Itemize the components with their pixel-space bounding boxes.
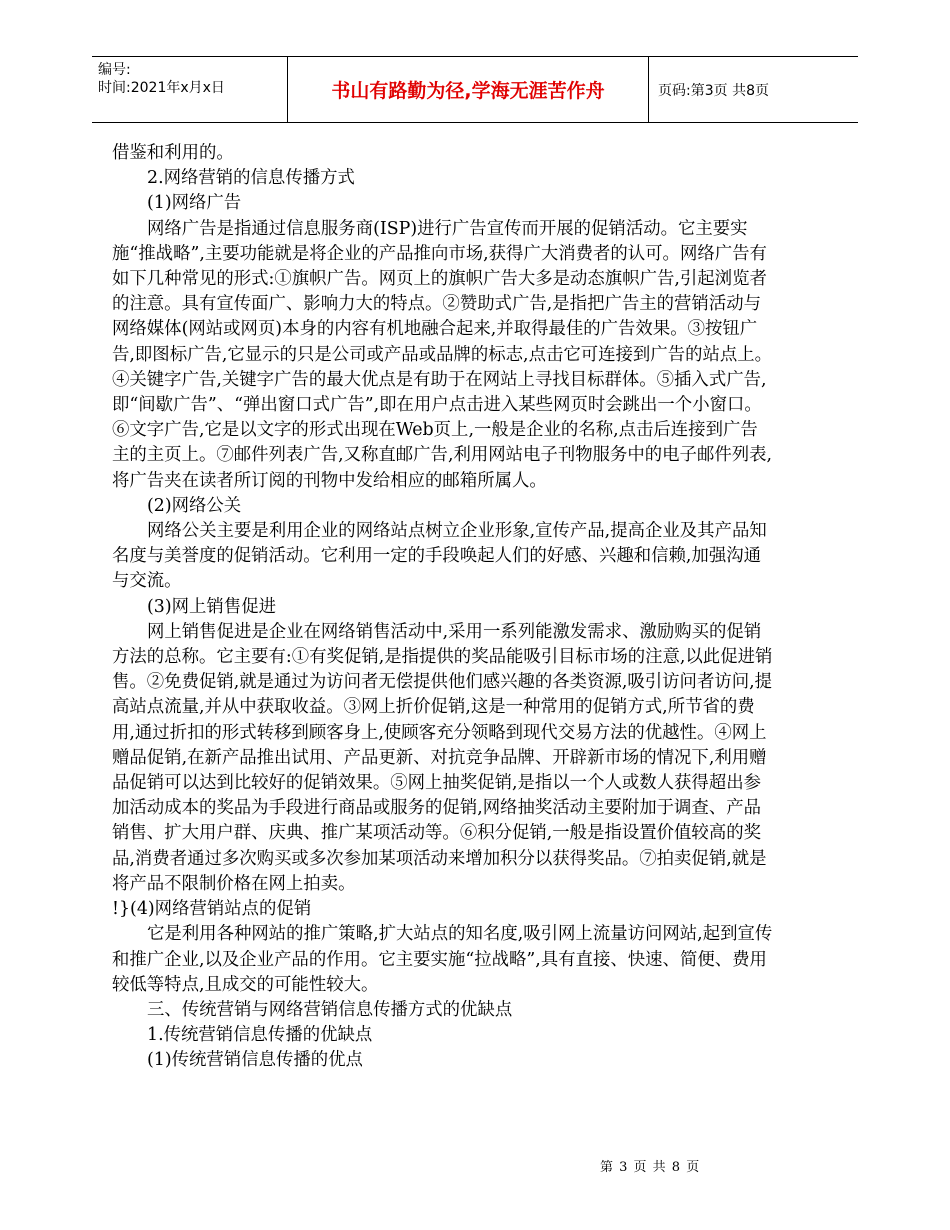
subsection-heading: (2)网络公关 <box>147 495 242 516</box>
document-time-label: 时间:2021年x月x日 <box>98 80 225 96</box>
subsection-heading: (3)网上销售促进 <box>147 596 276 617</box>
paragraph: 网络广告是指通过信息服务商(ISP)进行广告宣传而开展的促销活动。它主要实施“推战略”,主要功能就是将企业的产品推向市场,获得广大消费者的认可。网络广告有如下几种常见的形式:①旗帜广告。网页上的旗帜广告大多是动态旗帜广告,引起浏览者的注意。具有宣传面广、影响力大的特点。②赞助式广告,是指把广告主的营销活动与网络媒体(网站或网页)本身的内容有机地融合起来,并取得最佳的广告效果。③按钮广告,即图标广告,它显示的只是公司或产品或品牌的标志,点击它可连接到广告的站点上。④关键字广告,关键字广告的最大优点是有助于在网站上寻找目标群体。⑤插入式广告,即“间歇广告”、“弹出窗口式广告”,即在用户点击进入某些网页时会跳出一个小窗口。⑥文字广告,它是以文字的形式出现在Web页上,一般是企业的名称,点击后连接到广告主的主页上。⑦邮件列表广告,又称直邮广告,利用网站电子刊物服务中的电子邮件列表,将广告夹在读者所订阅的刊物中发给相应的邮箱所属人。 <box>112 218 773 491</box>
page-header <box>92 56 858 123</box>
paragraph: 借鉴和利用的。 <box>112 143 234 163</box>
section-heading: 三、传统营销与网络营销信息传播方式的优缺点 <box>147 999 513 1020</box>
page-footer: 第 3 页 共 8 页 <box>600 1160 701 1175</box>
subsection-heading: !}(4)网络营销站点的促销 <box>112 899 312 920</box>
header-motto: 书山有路勤为径,学海无涯苦作舟 <box>287 57 649 122</box>
document-number-label: 编号: <box>98 62 131 78</box>
document-body <box>112 141 774 1074</box>
section-heading: 2.网络营销的信息传播方式 <box>147 168 355 189</box>
header-meta <box>98 61 278 97</box>
subsection-heading: (1)网络广告 <box>147 193 242 214</box>
section-heading: 1.传统营销信息传播的优缺点 <box>147 1025 373 1046</box>
subsection-heading: (1)传统营销信息传播的优点 <box>147 1050 363 1071</box>
paragraph: 它是利用各种网站的推广策略,扩大站点的知名度,吸引网上流量访问网站,起到宣传和推广企业,以及企业产品的作用。它主要实施“拉战略”,具有直接、快速、简便、费用较低等特点,且成交的可能性较大。 <box>112 924 773 995</box>
paragraph: 网上销售促进是企业在网络销售活动中,采用一系列能激发需求、激励购买的促销方法的总称。它主要有:①有奖促销,是指提供的奖品能吸引目标市场的注意,以此促进销售。②免费促销,就是通过为访问者无偿提供他们感兴趣的各类资源,吸引访问者访问,提高站点流量,并从中获取收益。③网上折价促销,这是一种常用的促销方式,所节省的费用,通过折扣的形式转移到顾客身上,使顾客充分领略到现代交易方法的优越性。④网上赠品促销,在新产品推出试用、产品更新、对抗竞争品牌、开辟新市场的情况下,利用赠品促销可以达到比较好的促销效果。⑤网上抽奖促销,是指以一个人或数人获得超出参加活动成本的奖品为手段进行商品或服务的促销,网络抽奖活动主要附加于调查、产品销售、扩大用户群、庆典、推广某项活动等。⑥积分促销,一般是指设置价值较高的奖品,消费者通过多次购买或多次参加某项活动来增加积分以获得奖品。⑦拍卖促销,就是将产品不限制价格在网上拍卖。 <box>112 621 773 894</box>
paragraph: 网络公关主要是利用企业的网络站点树立企业形象,宣传产品,提高企业及其产品知名度与美誉度的促销活动。它利用一定的手段唤起人们的好感、兴趣和信赖,加强沟通与交流。 <box>112 521 767 592</box>
header-page-info: 页码:第3页 共8页 <box>658 82 769 99</box>
